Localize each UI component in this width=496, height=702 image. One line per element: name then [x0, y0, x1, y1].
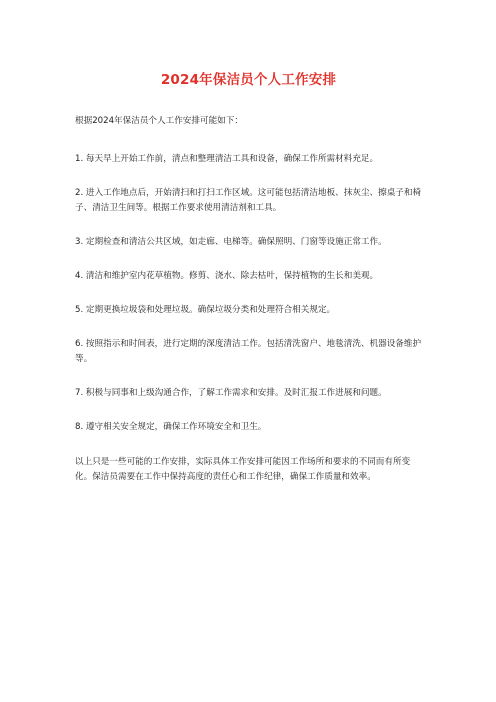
- list-item: 8. 遵守相关安全规定，确保工作环境安全和卫生。: [75, 422, 267, 432]
- document-title: 2024年保洁员个人工作安排: [160, 72, 337, 88]
- list-item: 1. 每天早上开始工作前，清点和整理清洁工具和设备，确保工作所需材料充足。: [75, 154, 379, 164]
- list-item: 3. 定期检查和清洁公共区域，如走廊、电梯等。确保照明、门窗等设施正常工作。: [75, 237, 387, 247]
- intro-paragraph: 根据2024年保洁员个人工作安排可能如下：: [75, 116, 243, 126]
- list-item: 5. 定期更换垃圾袋和处理垃圾。确保垃圾分类和处理符合相关规定。: [75, 305, 336, 315]
- list-item: 7. 积极与同事和上级沟通合作，了解工作需求和安排。及时汇报工作进展和问题。: [75, 388, 387, 398]
- list-item: 6. 按照指示和时间表，进行定期的深度清洁工作。包括清洗窗户、地毯清洗、机器设备维护等。: [75, 339, 422, 364]
- closing-paragraph: 以上只是一些可能的工作安排，实际具体工作安排可能因工作场所和要求的不同而有所变化。保洁员需要在工作中保持高度的责任心和工作纪律，确保工作质量和效率。: [75, 457, 411, 482]
- list-item: 4. 清洁和维护室内花草植物。修剪、浇水、除去枯叶，保持植物的生长和美观。: [75, 271, 379, 281]
- list-item: 2. 进入工作地点后，开始清扫和打扫工作区域。这可能包括清洁地板、抹灰尘、擦桌子和椅子、清洁卫生间等。根据工作要求使用清洁剂和工具。: [75, 188, 422, 213]
